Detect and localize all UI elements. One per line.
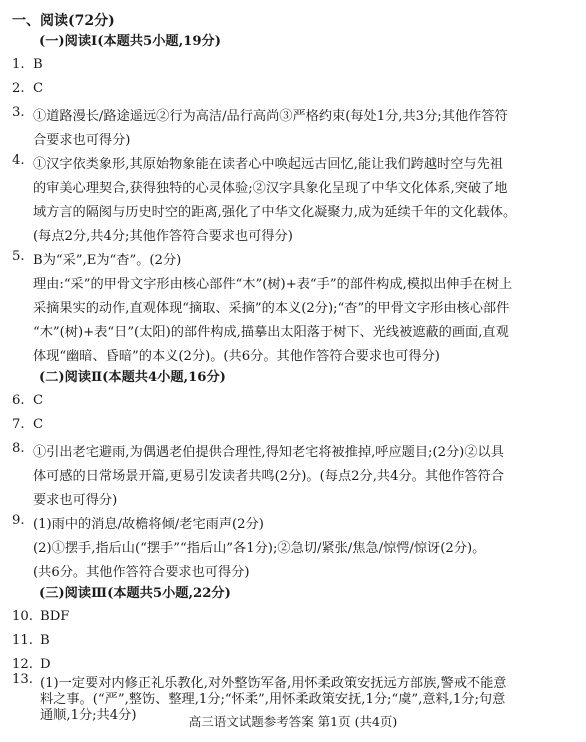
answer-text: (1)一定要对内修正礼乐教化,对外整饬军备,用怀柔政策安抚远方部族,警戒不能意	[40, 676, 507, 691]
answer-text: B为“采”,E为“杳”。(2分)	[33, 253, 182, 268]
answer-text: “木”(树)+表“日”(太阳)的部件构成,描摹出太阳落于树下、光线被遮蔽的画面,直观	[33, 325, 509, 340]
answer-text: 体现“幽暗、昏暗”的本义(2分)。(共6分。其他作答符合要求也可得分)	[33, 349, 440, 364]
part-heading-1: (一)阅读Ⅰ(本题共5小题,19分)	[39, 34, 221, 49]
question-number: 3.	[12, 105, 25, 120]
answer-text: 域方言的隔阂与历史时空的距离,强化了中华文化凝聚力,成为延续千年的文化载体。	[33, 205, 517, 220]
answer-text: 采摘果实的动作,直观体现“摘取、采摘”的本义(2分);“杳”的甲骨文字形由核心部件	[33, 301, 510, 316]
answer-text: B	[40, 633, 50, 648]
question-number: 11.	[12, 633, 33, 648]
section-title: 一、阅读(72分)	[12, 13, 115, 29]
answer-text: (1)雨中的消息/故檐将倾/老宅雨声(2分)	[33, 517, 264, 532]
answer-text: (每点2分,共4分;其他作答符合要求也可得分)	[33, 229, 293, 244]
answer-text: 的审美心理契合,获得独特的心灵体验;②汉字具象化呈现了中华文化体系,突破了地	[33, 181, 508, 196]
answer-text: (2)①摆手,指后山(“摆手”“指后山”各1分);②急切/紧张/焦急/惊愕/惊讶(2分)。	[33, 541, 486, 556]
question-number: 7.	[12, 417, 25, 432]
answer-text: 料之事。(“严”,整饬、整理,1分;“怀柔”,用怀柔政策安抚,1分;“虞”,意料,1分;句意	[40, 692, 506, 707]
answer-text: 合要求也可得分)	[33, 133, 131, 148]
answer-text: ①道路漫长/路途遥远②行为高洁/品行高尚③严格约束(每处1分,共3分;其他作答符	[33, 109, 508, 124]
answer-text: (共6分。其他作答符合要求也可得分)	[33, 565, 250, 580]
question-number: 5.	[12, 249, 25, 264]
question-number: 4.	[12, 153, 25, 168]
answer-text: C	[33, 417, 44, 432]
answer-text: 通顺,1分;共4分)	[40, 708, 137, 723]
question-number: 2.	[12, 81, 25, 96]
page-footer: 高三语文试题参考答案 第1页 (共4页)	[188, 714, 398, 729]
answer-text: 理由:“采”的甲骨文字形由核心部件“木”(树)+表“手”的部件构成,模拟出伸手在树上	[33, 277, 513, 292]
question-number: 6.	[12, 393, 25, 408]
question-number: 13.	[12, 672, 33, 687]
answer-text: 体可感的日常场景开篇,更易引发读者共鸣(2分)。(每点2分,共4分。其他作答符合	[33, 469, 504, 484]
question-number: 9.	[12, 513, 25, 528]
part-heading-2: (二)阅读Ⅱ(本题共4小题,16分)	[39, 370, 226, 385]
answer-text: B	[33, 57, 43, 72]
question-number: 8.	[12, 441, 25, 456]
answer-text: C	[33, 393, 44, 408]
answer-text: C	[33, 81, 44, 96]
answer-text: 要求也可得分)	[33, 493, 118, 508]
answer-text: ①汉字依类象形,其原始物象能在读者心中唤起远古回忆,能让我们跨越时空与先祖	[33, 157, 503, 172]
answer-text: ①引出老宅避雨,为偶遇老伯提供合理性,得知老宅将被推掉,呼应题目;(2分)②以具	[33, 445, 504, 460]
question-number: 1.	[12, 57, 25, 72]
answer-text: BDF	[40, 609, 70, 624]
part-heading-3: (三)阅读Ⅲ(本题共5小题,22分)	[39, 586, 231, 601]
answer-text: D	[40, 657, 51, 672]
question-number: 10.	[12, 609, 33, 624]
question-number: 12.	[12, 657, 33, 672]
